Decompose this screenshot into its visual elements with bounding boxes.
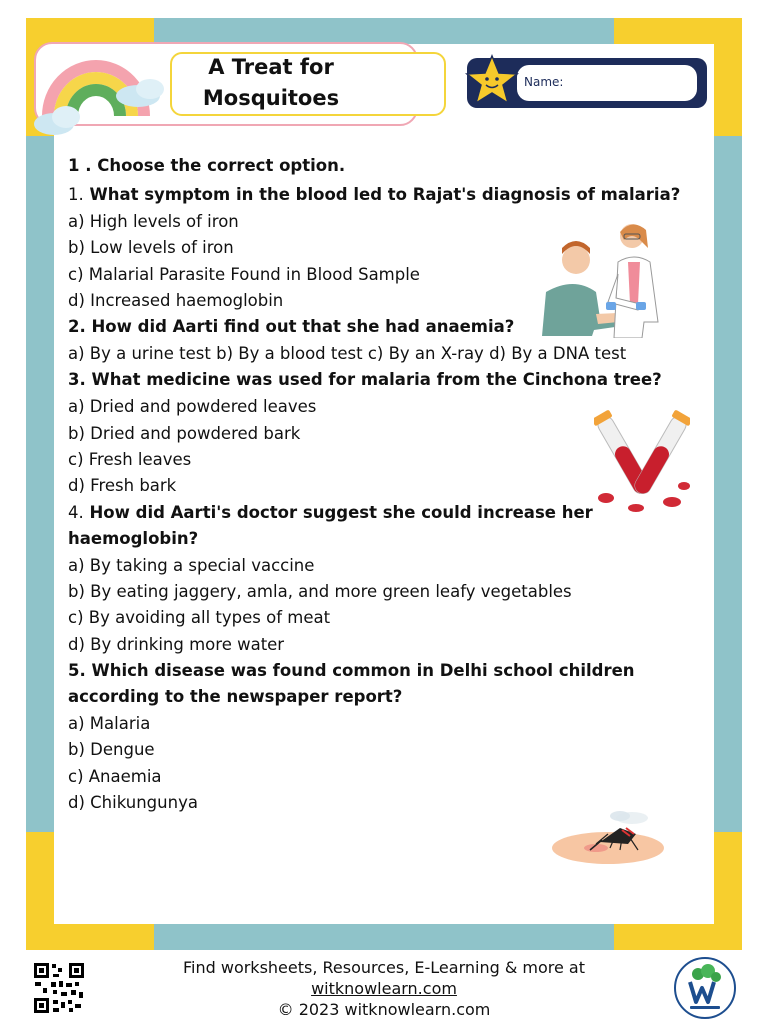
footer-link-row	[0, 979, 768, 999]
option-item: c) Anaemia	[68, 767, 162, 786]
option-item: c) Malarial Parasite Found in Blood Sample	[68, 265, 420, 284]
option-item: c) Fresh leaves	[68, 450, 192, 469]
footer-tagline: Find worksheets, Resources, E-Learning & more at	[182, 958, 585, 977]
question-number: 5.	[68, 661, 86, 680]
witknowlearn-logo-icon	[672, 956, 738, 1020]
option-item: d) By drinking more water	[68, 635, 285, 654]
doctor-patient-illustration	[534, 218, 684, 338]
name-label: Name:	[524, 75, 564, 89]
title-line-2: Mosquitoes	[202, 86, 340, 110]
question-4	[68, 500, 593, 527]
option-item: d) Fresh bark	[68, 476, 177, 495]
mosquito-on-skin-icon	[550, 804, 666, 866]
question-1	[68, 182, 680, 209]
option-item: b) Dried and powdered bark	[68, 424, 301, 443]
question-3	[68, 367, 662, 394]
option-item: d) Increased haemoglobin	[68, 291, 284, 310]
question-text: How did Aarti's doctor suggest she could increase her	[83, 503, 593, 522]
option-row-inline: a) By a urine test b) By a blood test c) By an X-ray d) By a DNA test	[68, 344, 627, 363]
option-item: a) Malaria	[68, 714, 151, 733]
question-4-line-2: haemoglobin?	[68, 529, 199, 548]
question-text: How did Aarti find out that she had anaemia?	[85, 317, 515, 336]
page-title	[136, 52, 406, 114]
option-item: b) By eating jaggery, amla, and more green leafy vegetables	[68, 582, 572, 601]
question-text: What symptom in the blood led to Rajat's diagnosis of malaria?	[83, 185, 681, 204]
blood-test-tubes-icon	[594, 406, 690, 516]
option-item: d) Chikungunya	[68, 793, 198, 812]
option-item: a) High levels of iron	[68, 212, 239, 231]
option-item: b) Low levels of iron	[68, 238, 234, 257]
footer-copyright: © 2023 witknowlearn.com	[277, 1000, 491, 1019]
option-item: a) By taking a special vaccine	[68, 556, 315, 575]
question-number: 4.	[68, 503, 84, 522]
question-text: What medicine was used for malaria from the Cinchona tree?	[85, 370, 662, 389]
question-number: 1.	[68, 185, 84, 204]
question-5	[68, 658, 635, 685]
option-item: b) Dengue	[68, 740, 155, 759]
question-text: Which disease was found common in Delhi school children	[85, 661, 635, 680]
question-5-line-2: according to the newspaper report?	[68, 687, 403, 706]
question-2	[68, 314, 514, 341]
question-number: 3.	[68, 370, 86, 389]
footer-website-link[interactable]: witknowlearn.com	[311, 979, 457, 998]
question-number: 2.	[68, 317, 86, 336]
option-item: c) By avoiding all types of meat	[68, 608, 331, 627]
section-heading: 1 . Choose the correct option.	[68, 156, 346, 175]
option-item: a) Dried and powdered leaves	[68, 397, 317, 416]
title-line-1: A Treat for	[208, 55, 334, 79]
star-icon	[462, 52, 522, 108]
